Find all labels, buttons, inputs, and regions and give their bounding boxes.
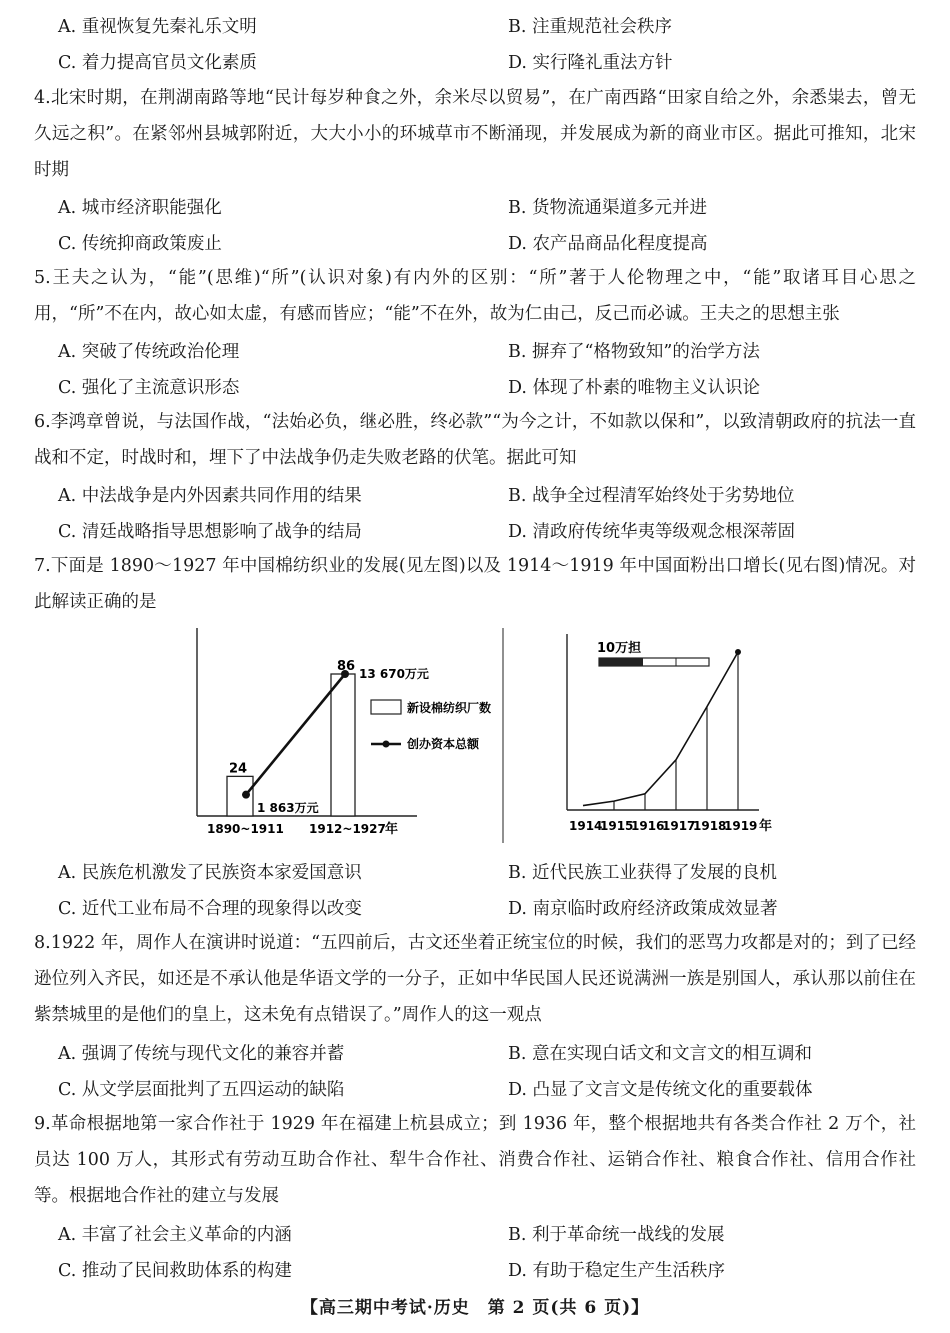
x-tick-1918: 1918 [693, 819, 727, 833]
page-footer: 【高三期中考试·历史 第 2 页(共 6 页)】 [300, 1298, 650, 1318]
flour-export-endpoint [735, 649, 741, 655]
q4-option-b[interactable]: B. 货物流通渠道多元并进 [508, 197, 707, 218]
question-4 [34, 80, 916, 188]
question-7 [34, 548, 916, 620]
q8-options [58, 1034, 928, 1106]
q8-stem: 8.1922 年，周作人在演讲时说道：“五四前后，古文还坐着正统宝位的时候，我们的恶骂力攻都是对的；到了已经逊位列入齐民，如还是不承认他是华语文学的一分子，正如中华民国人民还说满洲一族是别国人，承认那以前住在紫禁城里的是他们的皇上，这未免有点错误了。”周作人的这一观点 [34, 933, 916, 1025]
q4-option-d[interactable]: D. 农产品商品化程度提高 [508, 233, 708, 254]
q5-option-c[interactable]: C. 强化了主流意识形态 [58, 377, 240, 398]
bar-label-86: 86 [337, 659, 356, 674]
q5-options [58, 332, 928, 404]
x-tick-1914: 1914 [569, 819, 603, 833]
q4-options [58, 188, 928, 260]
bar-label-24: 24 [229, 761, 248, 777]
x-tick-1915: 1915 [600, 819, 634, 833]
q9-option-c[interactable]: C. 推动了民间救助体系的构建 [58, 1260, 292, 1281]
q7-option-d[interactable]: D. 南京临时政府经济政策成效显著 [508, 898, 778, 919]
q7-option-c[interactable]: C. 近代工业布局不合理的现象得以改变 [58, 898, 362, 919]
q6-option-a[interactable]: A. 中法战争是内外因素共同作用的结果 [58, 485, 362, 506]
q5-option-b[interactable]: B. 摒弃了“格物致知”的治学方法 [508, 341, 760, 362]
q7-options [58, 853, 928, 925]
flour-export-line [583, 652, 738, 806]
capital-label-13670: 13 670万元 [359, 667, 429, 681]
q4-option-a[interactable]: A. 城市经济职能强化 [58, 197, 222, 218]
q3-option-a[interactable]: A. 重视恢复先秦礼乐文明 [58, 16, 257, 37]
x-tick-1919: 1919 [724, 819, 758, 833]
q8-option-b[interactable]: B. 意在实现白话文和文言文的相互调和 [508, 1043, 812, 1064]
q6-stem: 6.李鸿章曾说，与法国作战，“法始必负，继必胜，终必款”“为今之计，不如款以保和”，以致清朝政府的抗法一直战和不定，时战时和，埋下了中法战争仍走失败老路的伏笔。据此可知 [34, 412, 916, 468]
capital-point-1890-1911 [242, 791, 250, 799]
x-tick-1917: 1917 [662, 819, 696, 833]
legend-bar-swatch [371, 700, 401, 714]
scale-label: 10万担 [597, 641, 642, 656]
q9-option-b[interactable]: B. 利于革命统一战线的发展 [508, 1224, 725, 1245]
right-x-axis-unit: 年 [759, 819, 773, 834]
q8-option-a[interactable]: A. 强调了传统与现代文化的兼容并蓄 [58, 1043, 345, 1064]
q9-option-d[interactable]: D. 有助于稳定生产生活秩序 [508, 1260, 726, 1281]
q9-options [58, 1215, 928, 1287]
q5-stem: 5.王夫之认为，“能”(思维)“所”(认识对象)有内外的区别：“所”著于人伦物理之中，“能”取诸耳目心思之用，“所”不在内，故心如太虚，有感而皆应；“能”不在外，故为仁由己，反己而必诚。王夫之的思想主张 [34, 268, 916, 324]
q7-figures [0, 628, 950, 848]
q4-option-c[interactable]: C. 传统抑商政策废止 [58, 233, 222, 254]
q5-option-a[interactable]: A. 突破了传统政治伦理 [58, 341, 240, 362]
q3-option-c[interactable]: C. 着力提高官员文化素质 [58, 52, 257, 73]
capital-label-1863: 1 863万元 [257, 801, 319, 815]
q3-option-b[interactable]: B. 注重规范社会秩序 [508, 16, 672, 37]
q4-stem: 4.北宋时期，在荆湖南路等地“民计每岁种食之外，余米尽以贸易”，在广南西路“田家自给之外，余悉粜去，曾无久远之积”。在紧邻州县城郭附近，大大小小的环城草市不断涌现，并发展成为新的商业市区。据此可推知，北宋时期 [34, 88, 916, 180]
legend-line-label: 创办资本总额 [407, 737, 480, 751]
q6-option-b[interactable]: B. 战争全过程清军始终处于劣势地位 [508, 485, 795, 506]
x-tick-1916: 1916 [631, 819, 665, 833]
q8-option-d[interactable]: D. 凸显了文言文是传统文化的重要载体 [508, 1079, 813, 1100]
legend-bar-label: 新设棉纺织厂数 [407, 701, 492, 715]
q6-option-c[interactable]: C. 清廷战略指导思想影响了战争的结局 [58, 521, 362, 542]
cotton-textile-chart [185, 628, 515, 843]
q7-option-b[interactable]: B. 近代民族工业获得了发展的良机 [508, 862, 777, 883]
q9-option-a[interactable]: A. 丰富了社会主义革命的内涵 [58, 1224, 292, 1245]
q9-stem: 9.革命根据地第一家合作社于 1929 年在福建上杭县成立；到 1936 年，整个根据地共有各类合作社 2 万个，社员达 100 万人，其形式有劳动互助合作社、犁牛合作社、消费合作社、运销合作社、粮食合作社、信用合作社等。根据地合作社的建立与发展 [34, 1114, 916, 1206]
question-6 [34, 404, 916, 476]
q8-option-c[interactable]: C. 从文学层面批判了五四运动的缺陷 [58, 1079, 345, 1100]
flour-export-chart [555, 628, 785, 843]
q3-options [58, 7, 928, 79]
q6-option-d[interactable]: D. 清政府传统华夷等级观念根深蒂固 [508, 521, 796, 542]
q6-options [58, 476, 928, 548]
left-x-axis-unit: 年 [385, 822, 399, 837]
x-tick-1912-1927: 1912~1927 [309, 822, 386, 836]
capital-line [246, 674, 345, 795]
q5-option-d[interactable]: D. 体现了朴素的唯物主义认识论 [508, 377, 761, 398]
question-8 [34, 925, 916, 1033]
legend-line-marker [383, 741, 390, 748]
q7-stem: 7.下面是 1890～1927 年中国棉纺织业的发展(见左图)以及 1914～1919 年中国面粉出口增长(见右图)情况。对此解读正确的是 [34, 556, 916, 612]
q7-option-a[interactable]: A. 民族危机激发了民族资本家爱国意识 [58, 862, 362, 883]
question-5 [34, 260, 916, 332]
scale-bar-fill [599, 658, 643, 666]
question-9 [34, 1106, 916, 1214]
x-tick-1890-1911: 1890~1911 [207, 822, 284, 836]
bar-1912-1927 [331, 674, 355, 816]
q3-option-d[interactable]: D. 实行隆礼重法方针 [508, 52, 673, 73]
